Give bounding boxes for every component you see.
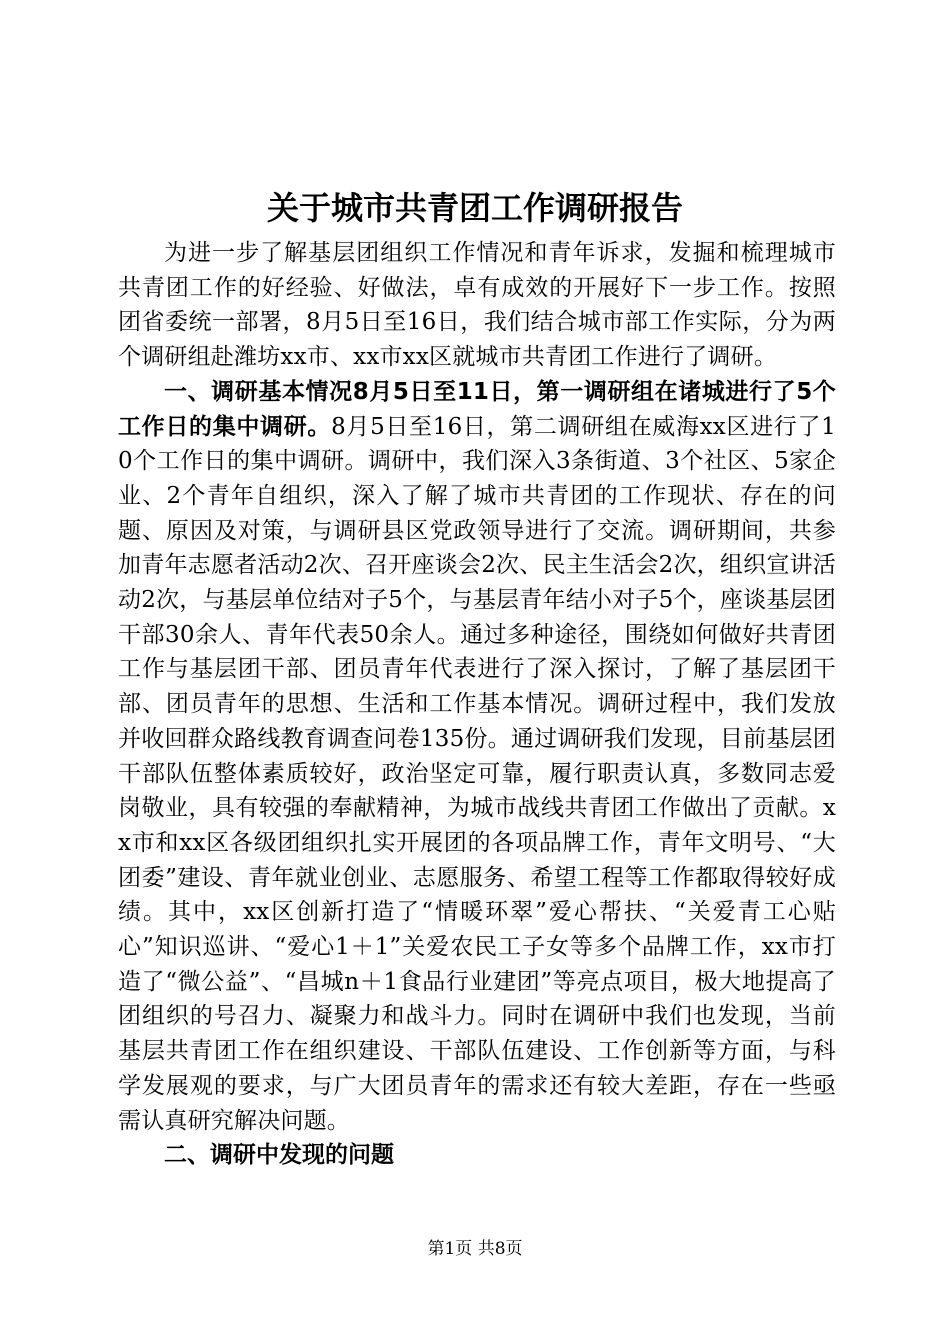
section-1-heading: 一、调研基本情况8月5日至11日，第一调研组在诸城进行了5个工作日的集中调研。 [118, 378, 836, 440]
section-2-heading: 二、调研中发现的问题 [164, 1142, 394, 1169]
page-number-footer: 第1页 共8页 [427, 1239, 523, 1259]
intro-paragraph: 为进一步了解基层团组织工作情况和青年诉求，发掘和梳理城市共青团工作的好经验、好做法，卓有成效的开展好下一步工作。按照团省委统一部署，8月5日至16日，我们结合城市部工作实际，分为两个调研组赴潍坊xx市、xx市xx区就城市共青团工作进行了调研。 [118, 240, 836, 371]
document-title: 关于城市共青团工作调研报告 [266, 189, 683, 227]
section-1-paragraph [118, 375, 836, 1138]
section-1-body: 8月5日至16日，第二调研组在威海xx区进行了10个工作日的集中调研。调研中，我们深入3条街道、3个社区、5家企业、2个青年自组织，深入了解了城市共青团的工作现状、存在的问题、原因及对策，与调研县区党政领导进行了交流。调研期间，共参加青年志愿者活动2次、召开座谈会2次、民主生活会2次，组织宣讲活动2次，与基层单位结对子5个，与基层青年结小对子5个，座谈基层团干部30余人、青年代表50余人。通过多种途径，围绕如何做好共青团工作与基层团干部、团员青年代表进行了深入探讨，了解了基层团干部、团员青年的思想、生活和工作基本情况。调研过程中，我们发放并收回群众路线教育调查问卷135份。通过调研我们发现，目前基层团干部队伍整体素质较好，政治坚定可靠，履行职责认真，多数同志爱岗敬业，具有较强的奉献精神，为城市战线共青团工作做出了贡献。xx市和xx区各级团组织扎实开展团的各项品牌工作，青年文明号、“大团委”建设、青年就业创业、志愿服务、希望工程等工作都取得较好成绩。其中，xx区创新打造了“情暖环翠”爱心帮扶、“关爱青工心贴心”知识巡讲、“爱心1＋1”关爱农民工子女等多个品牌工作，xx市打造了“微公益”、“昌城n＋1食品行业建团”等亮点项目，极大地提高了团组织的号召力、凝聚力和战斗力。同时在调研中我们也发现，当前基层共青团工作在组织建设、干部队伍建设、工作创新等方面，与科学发展观的要求，与广大团员青年的需求还有较大差距，存在一些亟需认真研究解决问题。 [118, 413, 836, 1134]
document-body [118, 236, 836, 1173]
